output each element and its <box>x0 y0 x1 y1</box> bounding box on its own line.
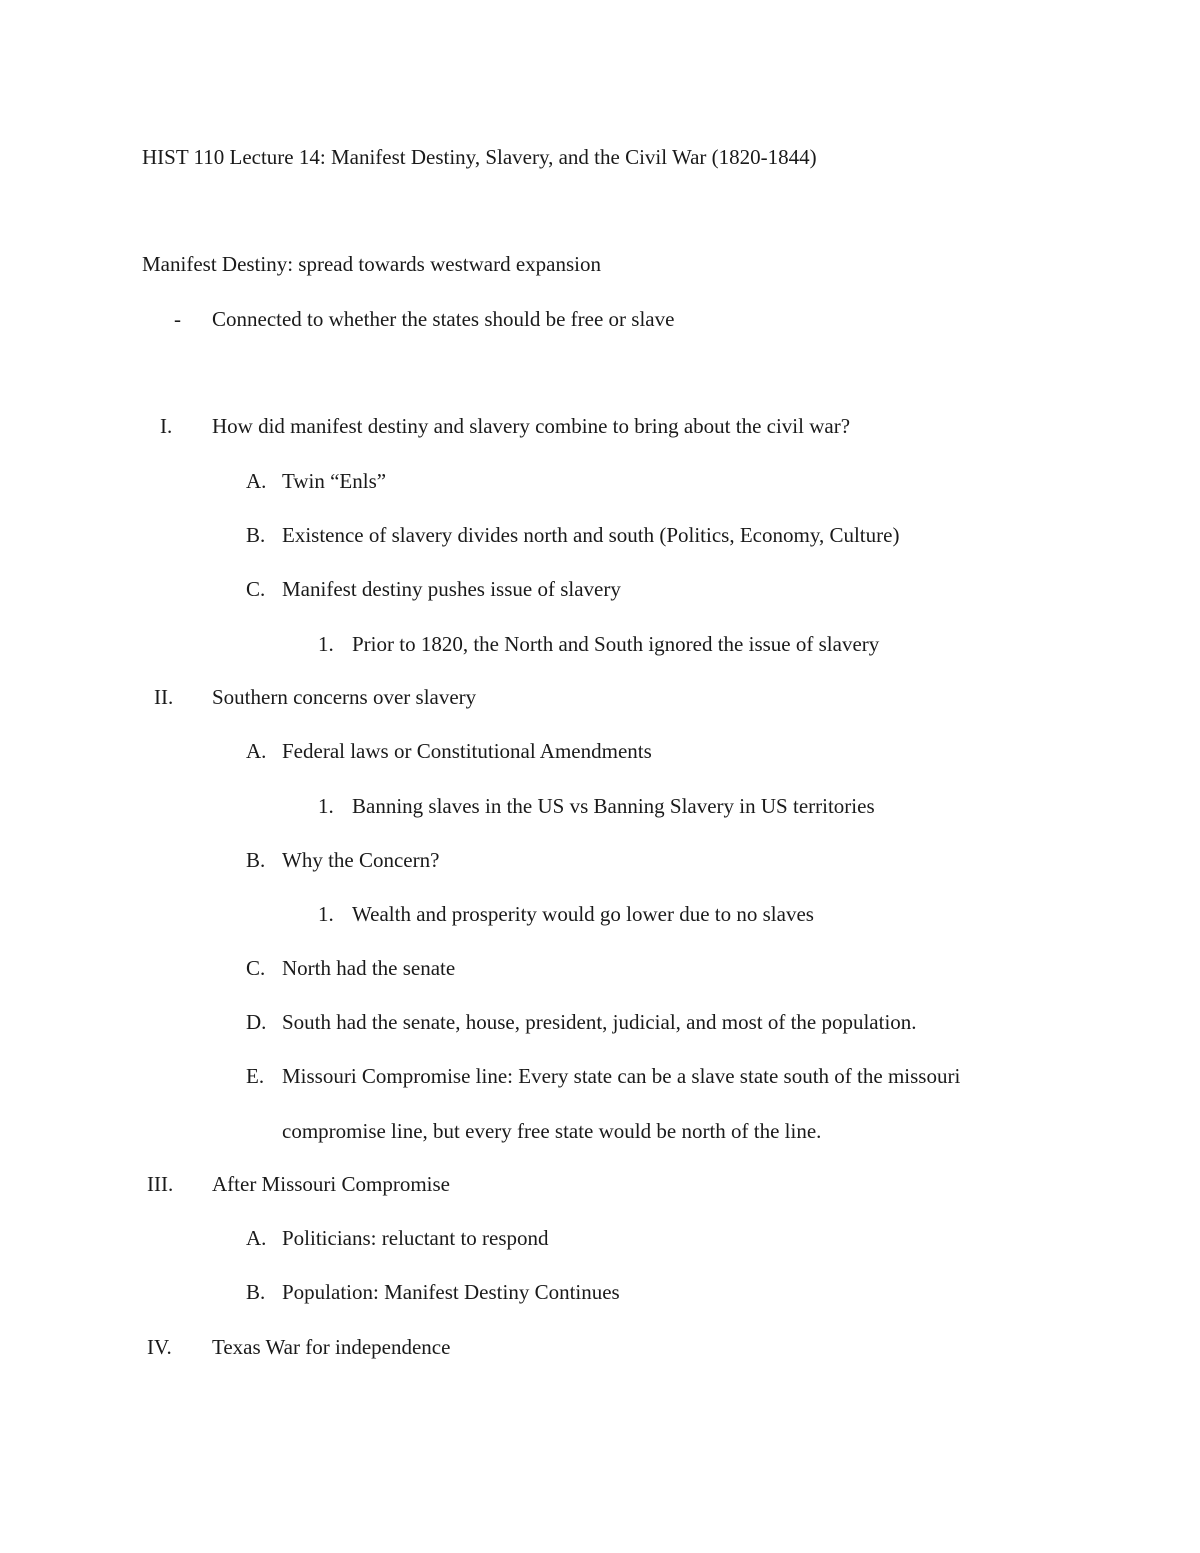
item-letter: A. <box>246 1226 267 1250</box>
intro-text: Manifest Destiny: spread towards westward expansion <box>142 252 601 276</box>
subitem-text: Wealth and prosperity would go lower due to no slaves <box>352 902 814 926</box>
item-letter: D. <box>246 1010 267 1034</box>
item-text: Why the Concern? <box>282 848 440 872</box>
item-letter: B. <box>246 1280 266 1304</box>
item-text: Population: Manifest Destiny Continues <box>282 1280 620 1304</box>
item-text: North had the senate <box>282 956 456 980</box>
item-letter: B. <box>246 848 266 872</box>
item-text-continuation: compromise line, but every free state would be north of the line. <box>282 1119 822 1143</box>
item-text: Manifest destiny pushes issue of slavery <box>282 577 621 601</box>
item-text: Twin “Enls” <box>282 469 387 493</box>
item-text: Missouri Compromise line: Every state can be a slave state south of the missouri <box>282 1064 961 1088</box>
section-heading: How did manifest destiny and slavery combine to bring about the civil war? <box>212 414 851 438</box>
section-heading: Southern concerns over slavery <box>212 685 477 709</box>
item-letter: C. <box>246 956 266 980</box>
item-text: Existence of slavery divides north and south (Politics, Economy, Culture) <box>282 523 900 547</box>
subitem-number: 1. <box>318 902 334 926</box>
subitem-number: 1. <box>318 794 334 818</box>
bullet-marker: - <box>174 307 181 331</box>
subitem-text: Prior to 1820, the North and South ignored the issue of slavery <box>352 632 880 656</box>
subitem-text: Banning slaves in the US vs Banning Slavery in US territories <box>352 794 875 818</box>
subitem-number: 1. <box>318 632 334 656</box>
section-heading: Texas War for independence <box>212 1335 451 1359</box>
section-heading: After Missouri Compromise <box>212 1172 450 1196</box>
section-numeral: I. <box>160 414 173 438</box>
item-letter: E. <box>246 1064 265 1088</box>
item-letter: A. <box>246 469 267 493</box>
item-letter: B. <box>246 523 266 547</box>
item-text: South had the senate, house, president, judicial, and most of the population. <box>282 1010 917 1034</box>
section-numeral: IV. <box>147 1335 172 1359</box>
bullet-text: Connected to whether the states should be free or slave <box>212 307 675 331</box>
item-text: Federal laws or Constitutional Amendments <box>282 739 652 763</box>
item-letter: A. <box>246 739 267 763</box>
section-numeral: III. <box>147 1172 174 1196</box>
section-numeral: II. <box>154 685 174 709</box>
document-title: HIST 110 Lecture 14: Manifest Destiny, Slavery, and the Civil War (1820-1844) <box>142 145 817 169</box>
item-letter: C. <box>246 577 266 601</box>
item-text: Politicians: reluctant to respond <box>282 1226 549 1250</box>
